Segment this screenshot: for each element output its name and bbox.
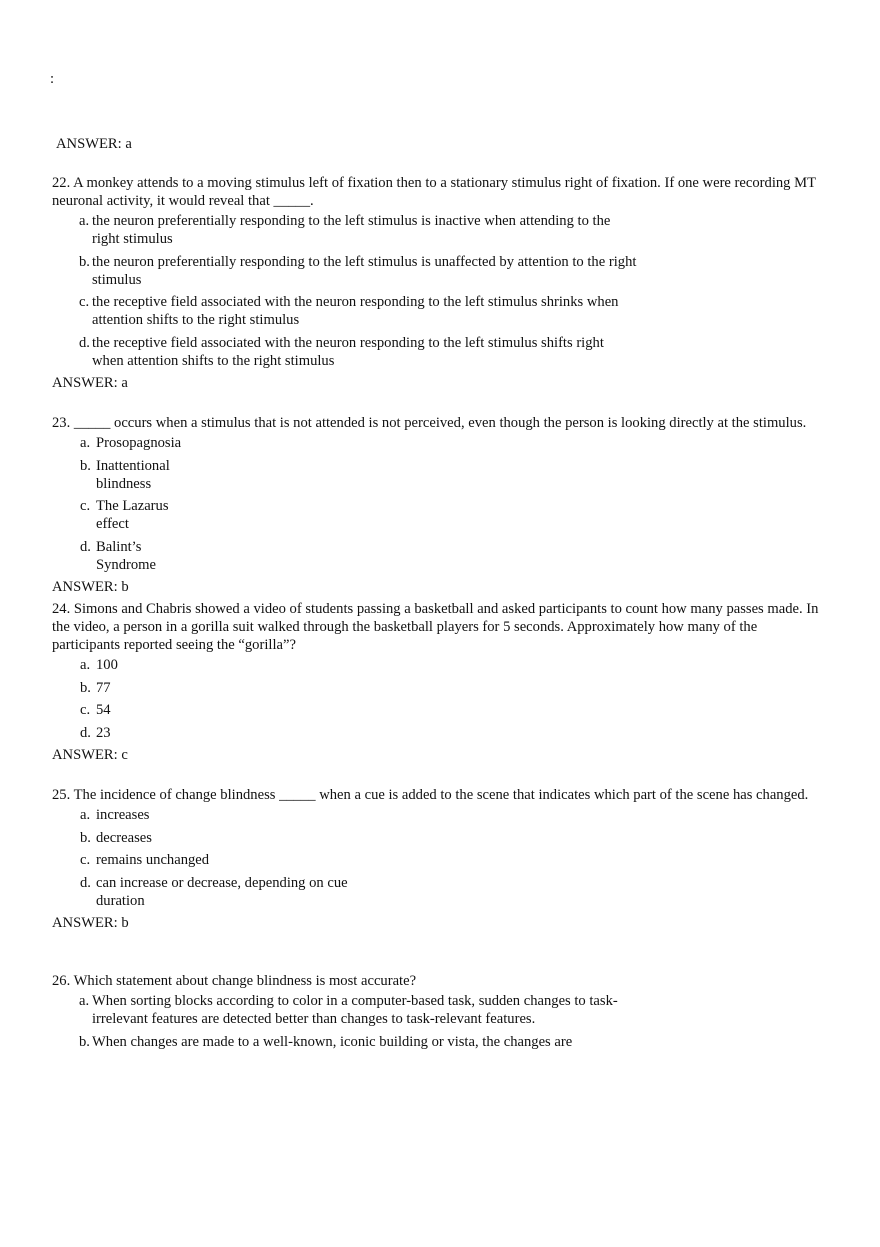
option-list: [52, 656, 822, 742]
option-letter: d.: [80, 874, 91, 891]
option-b: [79, 1033, 822, 1051]
option-d: [80, 724, 822, 742]
option-letter: b.: [80, 457, 91, 474]
option-c: [79, 293, 822, 329]
option-text: When changes are made to a well-known, iconic building or vista, the changes are: [92, 1033, 573, 1050]
option-letter: c.: [79, 294, 90, 310]
question-26: [52, 972, 822, 1055]
option-letter: b.: [80, 679, 91, 696]
option-text: can increase or decrease, depending on cue duration: [96, 874, 348, 909]
option-a: [79, 992, 822, 1028]
option-b: [80, 679, 822, 697]
page-marker: :: [50, 71, 55, 87]
option-list: [52, 992, 822, 1051]
option-b: [79, 253, 822, 289]
question-25: [52, 786, 822, 932]
answer-key: ANSWER: b: [52, 915, 129, 931]
option-text: 100: [96, 657, 118, 673]
option-text: When sorting blocks according to color in a computer-based task, sudden changes to task-irrelevant features are detected better than changes to task-relevant features.: [92, 993, 618, 1027]
question-22: [52, 174, 822, 392]
option-text: decreases: [96, 829, 152, 846]
option-d: [79, 334, 822, 370]
option-letter: d.: [79, 334, 90, 351]
option-text: 54: [96, 702, 111, 718]
option-list: [52, 212, 822, 370]
question-stem: 25. The incidence of change blindness _____ when a cue is added to the scene that indicates which part of the scene has changed.: [52, 787, 809, 803]
option-a: [80, 656, 822, 674]
option-list: [52, 806, 822, 910]
option-text: the receptive field associated with the neuron responding to the left stimulus shifts right when attention shifts to the right stimulus: [92, 334, 604, 369]
option-letter: a.: [80, 657, 91, 673]
option-a: [79, 212, 822, 248]
option-letter: c.: [80, 702, 91, 718]
option-letter: a.: [79, 993, 90, 1009]
question-23: [52, 414, 822, 596]
option-text: the receptive field associated with the neuron responding to the left stimulus shrinks when attention shifts to the right stimulus: [92, 294, 619, 328]
question-stem: 23. _____ occurs when a stimulus that is not attended is not perceived, even though the person is looking directly at the stimulus.: [52, 415, 807, 431]
option-letter: b.: [79, 253, 90, 270]
question-stem: 26. Which statement about change blindness is most accurate?: [52, 973, 417, 989]
option-c: [80, 701, 822, 719]
option-letter: b.: [79, 1033, 90, 1050]
option-letter: c.: [80, 852, 91, 868]
option-text: increases: [96, 807, 150, 823]
option-letter: a.: [80, 807, 91, 823]
option-c: [80, 497, 822, 533]
option-text: Balint’s Syndrome: [96, 538, 156, 573]
option-text: remains unchanged: [96, 852, 210, 868]
option-text: The Lazarus effect: [96, 498, 169, 532]
option-letter: d.: [80, 724, 91, 741]
option-letter: c.: [80, 498, 91, 514]
question-24: [52, 600, 822, 764]
answer-key: ANSWER: a: [52, 375, 128, 391]
option-text: 23: [96, 724, 111, 741]
option-letter: d.: [80, 538, 91, 555]
option-b: [80, 457, 822, 493]
option-d: [80, 874, 822, 910]
option-letter: b.: [80, 829, 91, 846]
answer-key: ANSWER: a: [56, 136, 132, 152]
option-b: [80, 829, 822, 847]
option-a: [80, 806, 822, 824]
option-text: Inattentional blindness: [96, 457, 170, 492]
option-letter: a.: [80, 435, 91, 451]
question-stem: 22. A monkey attends to a moving stimulus left of fixation then to a stationary stimulus right of fixation. If one were recording MT neuronal activity, it would reveal that _____.: [52, 175, 816, 209]
option-text: Prosopagnosia: [96, 435, 182, 451]
option-text: the neuron preferentially responding to the left stimulus is inactive when attending to the right stimulus: [92, 213, 611, 247]
answer-key: ANSWER: c: [52, 747, 128, 763]
option-c: [80, 851, 822, 869]
question-stem: 24. Simons and Chabris showed a video of students passing a basketball and asked participants to count how many passes made. In the video, a person in a gorilla suit walked through the basketball players for 5 seconds. Approximately how many of the participants reported seeing the “gorilla”?: [52, 601, 819, 653]
option-text: the neuron preferentially responding to the left stimulus is unaffected by attention to the right stimulus: [92, 253, 637, 288]
option-a: [80, 434, 822, 452]
option-letter: a.: [79, 213, 90, 229]
option-d: [80, 538, 822, 574]
answer-key: ANSWER: b: [52, 579, 129, 595]
option-text: 77: [96, 679, 111, 696]
option-list: [52, 434, 822, 574]
